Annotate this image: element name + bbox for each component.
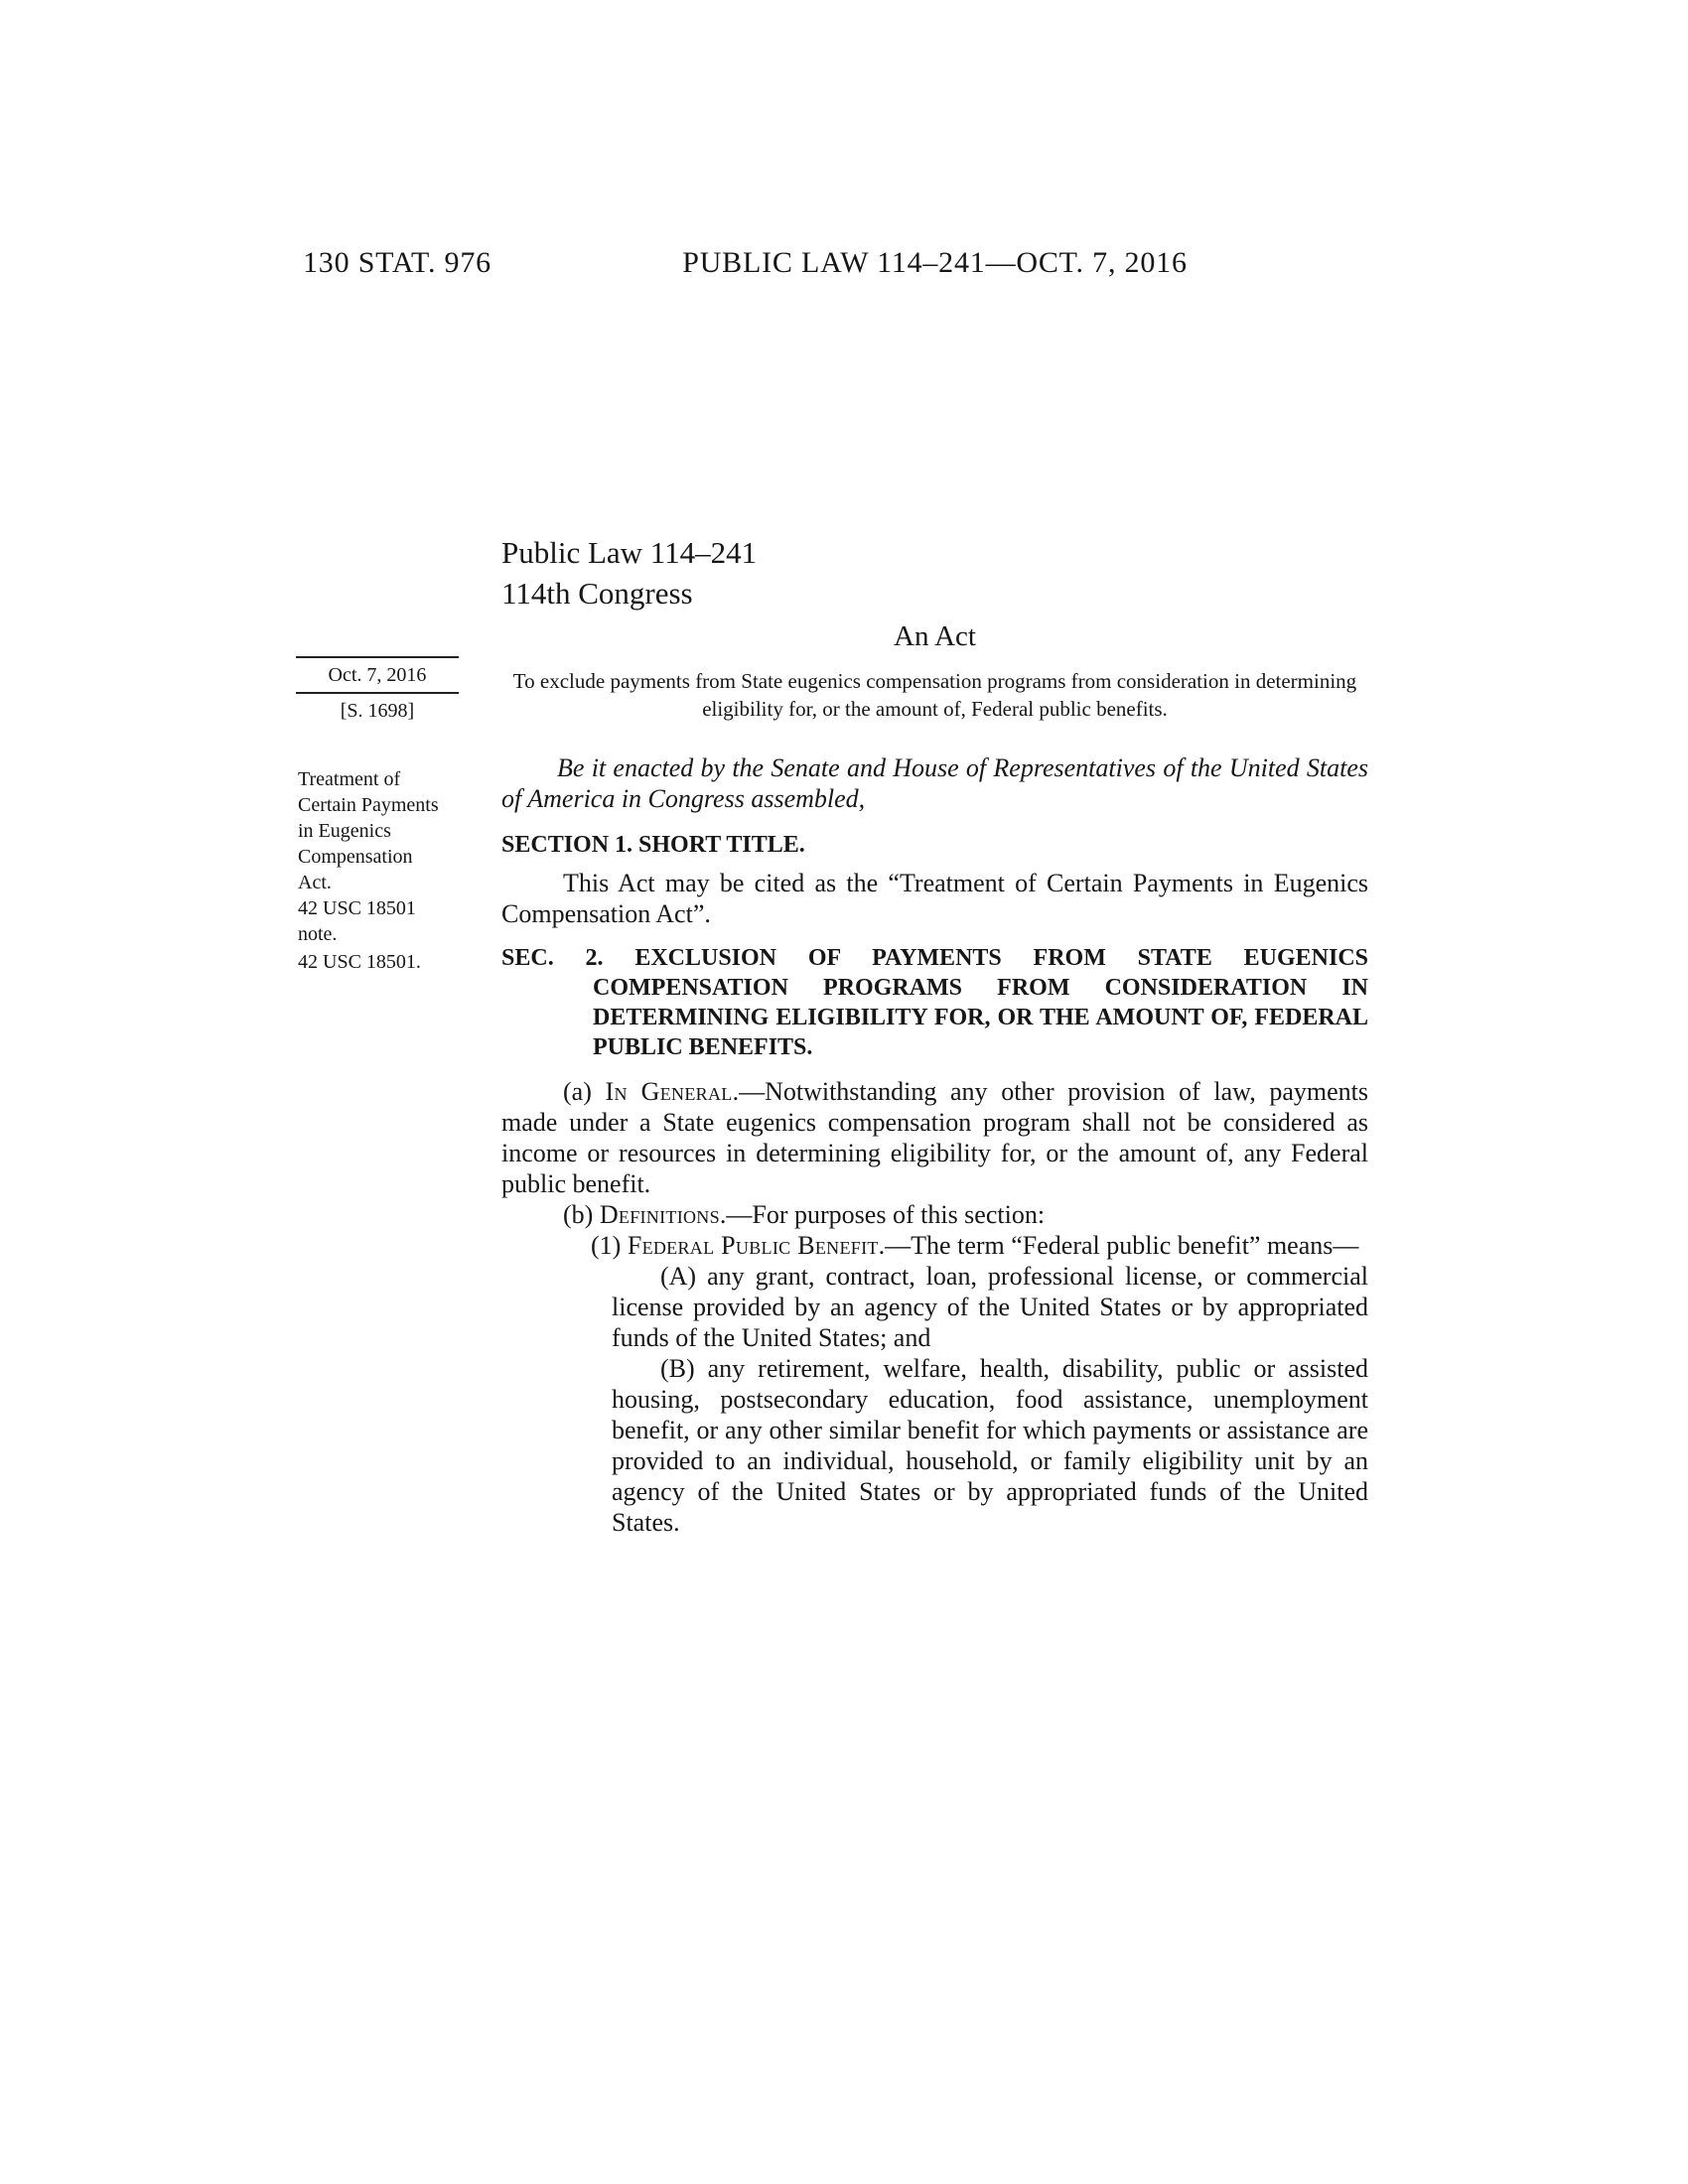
subsection-a-number: (a) [563, 1077, 606, 1106]
subsection-b-term: Definitions [599, 1200, 720, 1229]
subsection-b-text: .—For purposes of this section: [719, 1200, 1046, 1229]
margin-note-usc-cite: 42 USC 18501. [298, 951, 421, 973]
paragraph-1-text: .—The term “Federal public benefit” means— [878, 1231, 1359, 1260]
margin-rule-bottom [296, 692, 459, 694]
margin-note-act-name: Treatment of Certain Payments in Eugenics Compensation Act. [298, 768, 439, 893]
subsection-a-text: .—Notwithstanding any other provision of law, payments made under a State eugenics compensation program shall not be considered as income or resources in determining eligibility for, or the amount of, any Federal public benefit. [501, 1077, 1369, 1198]
section1-heading: SECTION 1. SHORT TITLE. [501, 832, 805, 858]
subsection-b-number: (b) [563, 1200, 600, 1229]
paragraph-1 [551, 1230, 1368, 1261]
section1-body: This Act may be cited as the “Treatment of Certain Payments in Eugenics Compensation Act”. [501, 869, 1368, 928]
margin-note-bill-number: [S. 1698] [340, 700, 415, 722]
law-title-block [501, 532, 1368, 614]
congress-number: 114th Congress [501, 576, 693, 611]
paragraph-1-number: (1) [591, 1231, 628, 1260]
running-head-law: PUBLIC LAW 114–241—OCT. 7, 2016 [682, 246, 1188, 279]
margin-note-usc-note: 42 USC 18501 note. [298, 897, 416, 945]
section2-heading-label: SEC. 2. [501, 945, 635, 971]
page-number-stat: 130 STAT. 976 [303, 246, 492, 279]
subsection-a [501, 1076, 1368, 1199]
section2-heading-text: EXCLUSION OF PAYMENTS FROM STATE EUGENICS COMPENSATION PROGRAMS FROM CONSIDERATION IN DETERMINING ELIGIBILITY FOR, OR THE AMOUNT OF, FEDERAL PUBLIC BENEFITS. [593, 945, 1368, 1060]
margin-date-block [296, 653, 459, 725]
subsection-a-term: In General [605, 1077, 733, 1106]
subsection-b [501, 1199, 1368, 1230]
margin-note-date: Oct. 7, 2016 [328, 664, 427, 686]
subparagraph-B: (B) any retirement, welfare, health, disability, public or assisted housing, postsecondary education, food assistance, unemployment benefit, or any other similar benefit for which payments or assistance are provided to an individual, household, or family eligibility unit by an agency of the United States or by appropriated funds of the United States. [612, 1354, 1368, 1537]
subparagraph-A: (A) any grant, contract, loan, professional license, or commercial license provided by an agency of the United States or by appropriated funds of the United States; and [612, 1262, 1368, 1352]
paragraph-1-term: Federal Public Benefit [627, 1231, 879, 1260]
statute-body [501, 532, 1368, 1538]
section2-heading [501, 943, 1368, 1062]
an-act-heading: An Act [894, 620, 976, 652]
enacting-clause: Be it enacted by the Senate and House of Representatives of the United States of America in Congress assembled, [501, 753, 1368, 813]
margin-rule-top [296, 656, 459, 658]
margin-act-block [298, 766, 449, 975]
act-purpose: To exclude payments from State eugenics compensation programs from consideration in determining eligibility for, or the amount of, Federal public benefits. [512, 669, 1357, 721]
public-law-number: Public Law 114–241 [501, 535, 758, 570]
